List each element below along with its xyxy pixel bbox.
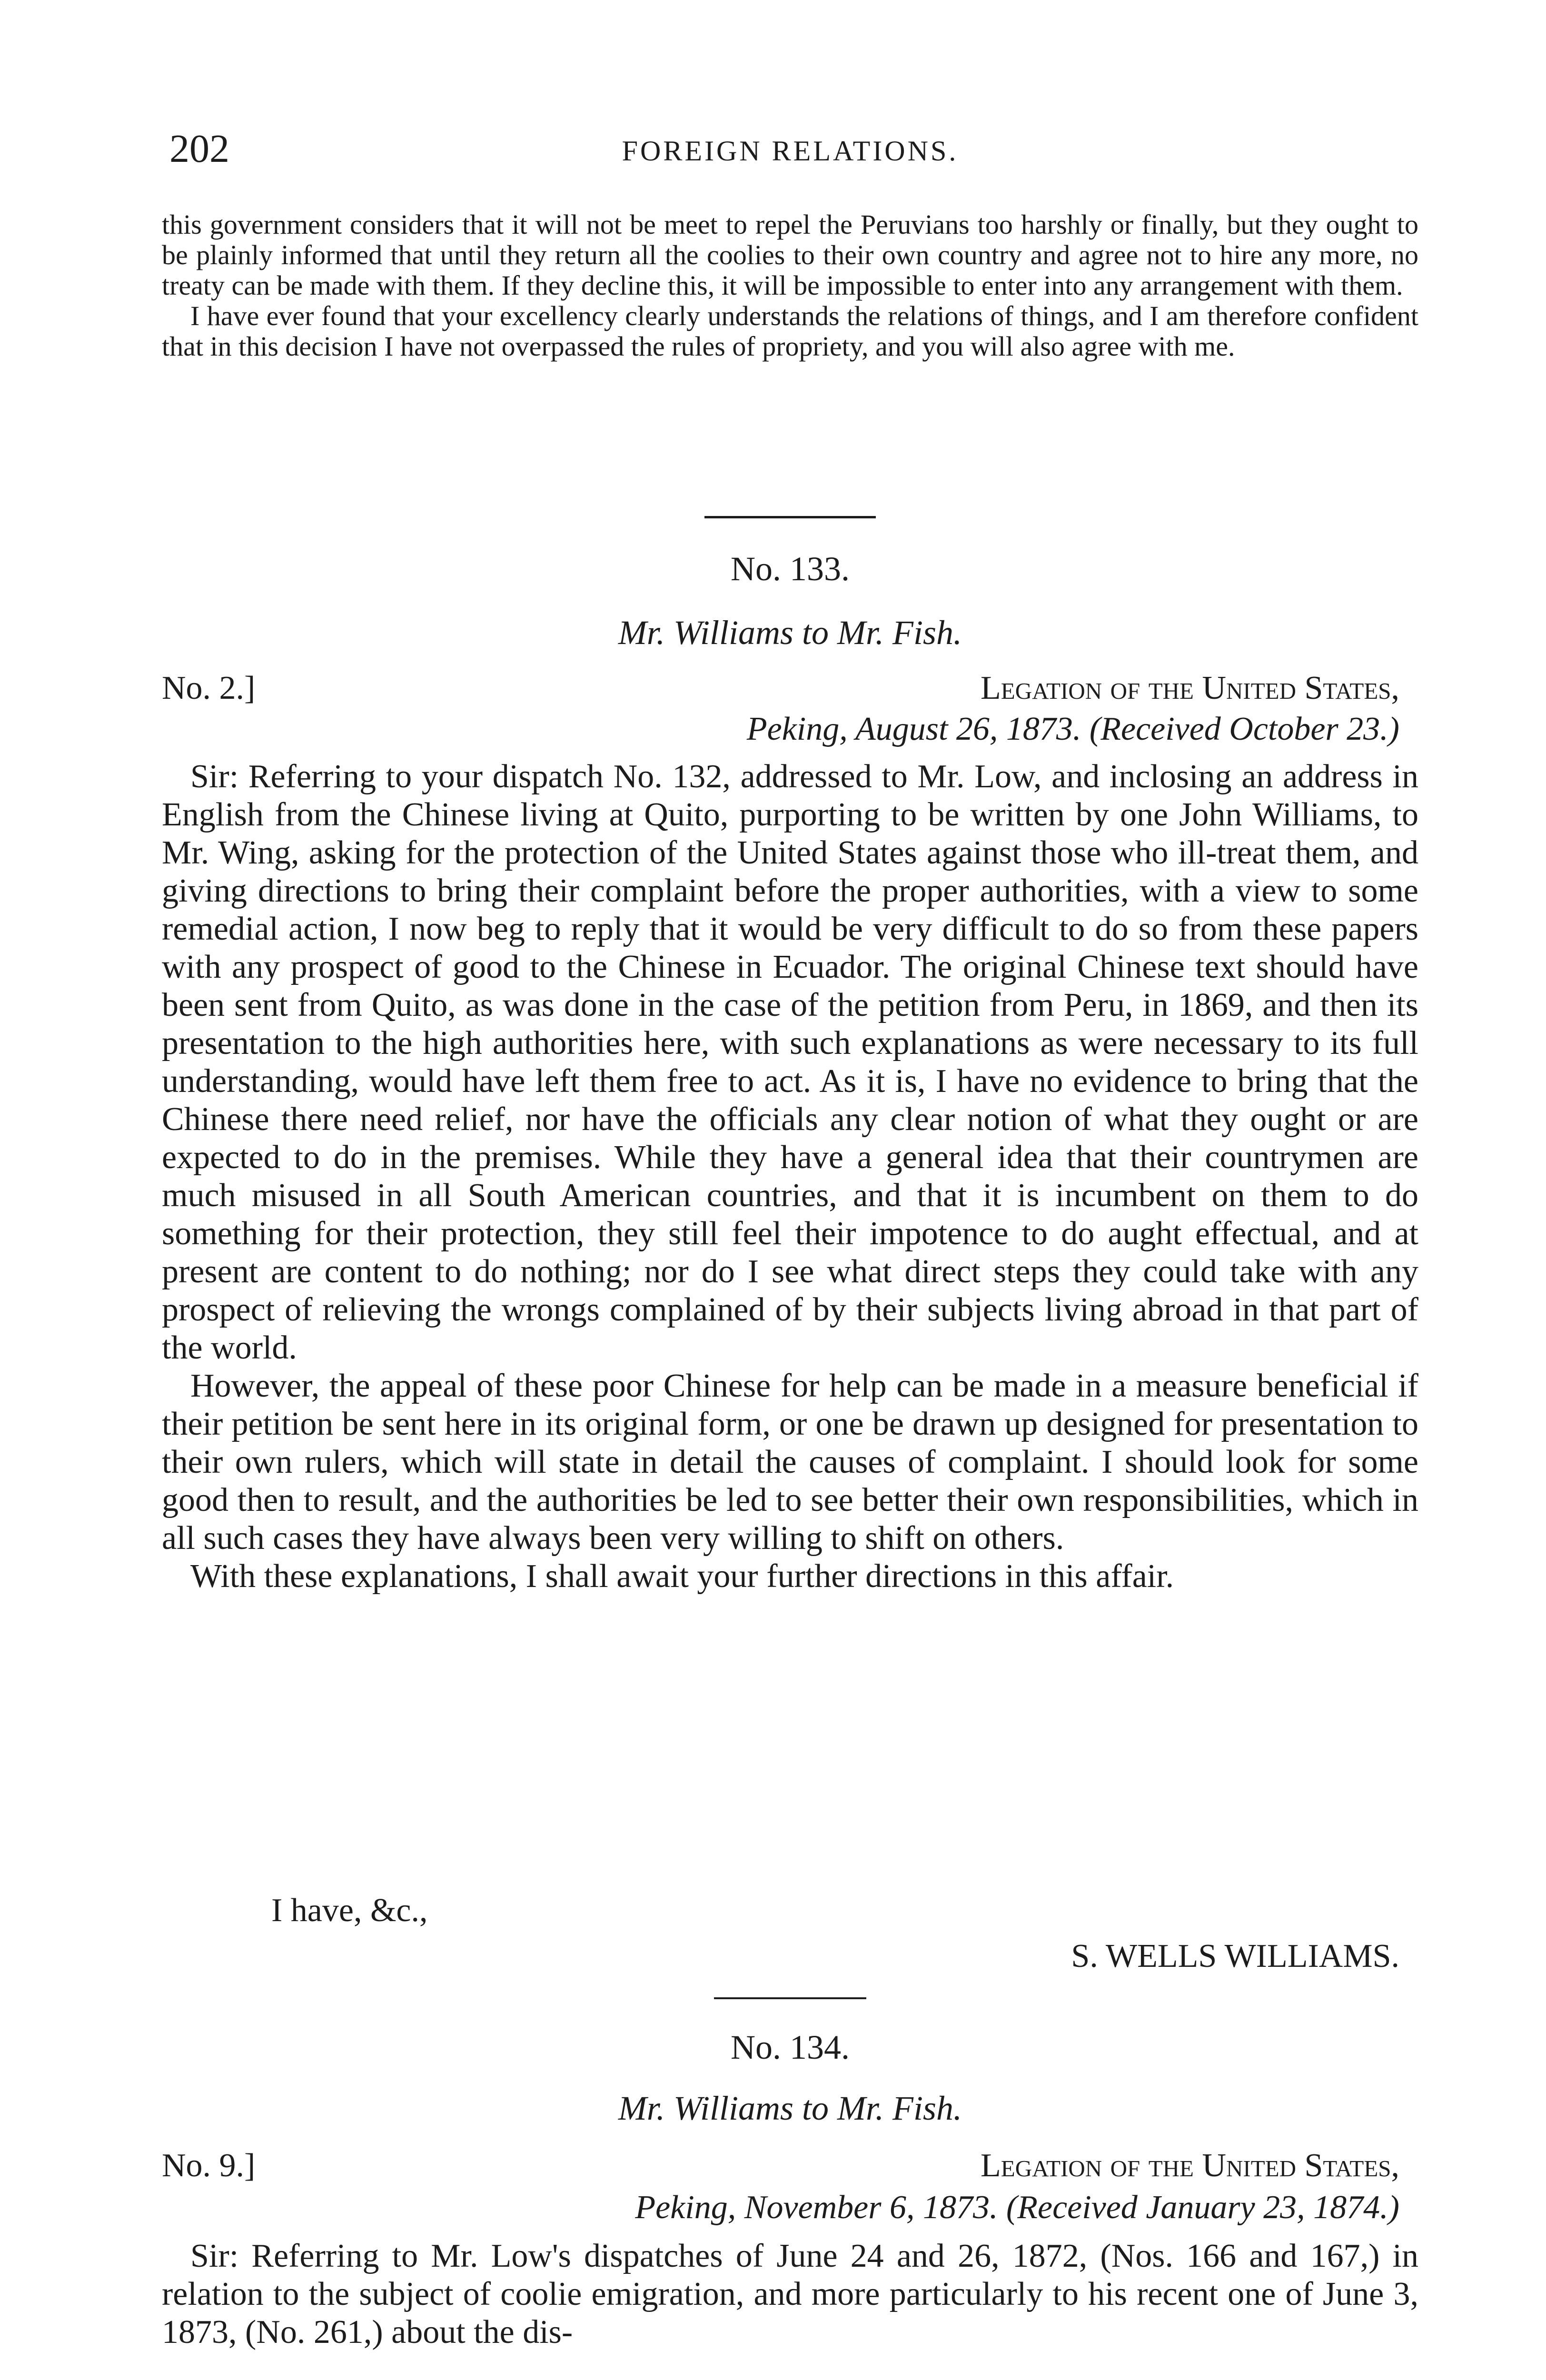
page-number: 202 (169, 127, 229, 171)
doc134-dateline: Peking, November 6, 1873. (Received January 23, 1874.) (635, 2189, 1399, 2226)
doc134-body (162, 2237, 1418, 2351)
section-divider (714, 1997, 866, 1999)
doc134-paragraph: Sir: Referring to Mr. Low's dispatches of June 24 and 26, 1872, (Nos. 166 and 167,) in relation to the subject of coolie emigration, and more particularly to his recent one of June 3, 1873, (No. 261,) about the dis- (162, 2238, 1418, 2350)
doc133-body (162, 758, 1418, 1596)
doc134-number: No. 134. (731, 2028, 850, 2066)
doc133-title: Mr. Williams to Mr. Fish. (618, 614, 962, 652)
doc133-legation: Legation of the United States, (981, 670, 1399, 706)
running-head: FOREIGN RELATIONS. (622, 135, 959, 167)
intro-paragraph: this government considers that it will not be meet to repel the Peruvians too harshly or finally, but they ought to be plainly informed that until they return all the coolies to their own country and agree not to hire any more, no treaty can be made with them. If they decline this, it will be impossible to enter into any arrangement with them. (162, 209, 1418, 301)
doc134-title: Mr. Williams to Mr. Fish. (618, 2089, 962, 2127)
doc133-number: No. 133. (731, 550, 850, 588)
doc133-closing: I have, &c., (271, 1892, 428, 1929)
section-divider (704, 516, 876, 518)
doc134-legation: Legation of the United States, (981, 2147, 1399, 2184)
doc133-paragraph: Sir: Referring to your dispatch No. 132, addressed to Mr. Low, and inclosing an address in English from the Chinese living at Quito, purporting to be written by one John Williams, to Mr. Wing, asking for the protection of the United States against those who ill-treat them, and giving directions to bring their complaint before the proper authorities, with a view to some remedial action, I now beg to reply that it would be very difficult to do so from these papers with any prospect of good to the Chinese in Ecuador. The original Chinese text should have been sent from Quito, as was done in the case of the petition from Peru, in 1869, and then its presentation to the high authorities here, with such explanations as were necessary to its full understanding, would have left them free to act. As it is, I have no evidence to bring that the Chinese there need relief, nor have the officials any clear notion of what they ought or are expected to do in the premises. While they have a general idea that their countrymen are much misused in all South American countries, and that it is incumbent on them to do something for their protection, they still feel their impotence to do aught effectual, and at present are content to do nothing; nor do I see what direct steps they could take with any prospect of relieving the wrongs complained of by their subjects living abroad in that part of the world. (162, 758, 1418, 1366)
doc133-dateline: Peking, August 26, 1873. (Received October 23.) (746, 711, 1399, 747)
doc133-dispatch-no: No. 2.] (162, 670, 256, 706)
intro-text (162, 209, 1418, 362)
doc133-signature: S. WELLS WILLIAMS. (1071, 1938, 1399, 1974)
doc134-dispatch-no: No. 9.] (162, 2147, 256, 2184)
doc133-paragraph: With these explanations, I shall await your further directions in this affair. (190, 1558, 1174, 1595)
intro-paragraph: I have ever found that your excellency clearly understands the relations of things, and I am therefore confident that in this decision I have not overpassed the rules of propriety, and you will also agree with me. (162, 300, 1418, 362)
document-page (162, 0, 1418, 2380)
page-header (162, 123, 1418, 175)
doc133-paragraph: However, the appeal of these poor Chinese for help can be made in a measure beneficial if their petition be sent here in its original form, or one be drawn up designed for presentation to their own rulers, which will state in detail the causes of complaint. I should look for some good then to result, and the authorities be led to see better their own responsibilities, which in all such cases they have always been very willing to shift on others. (162, 1368, 1418, 1557)
